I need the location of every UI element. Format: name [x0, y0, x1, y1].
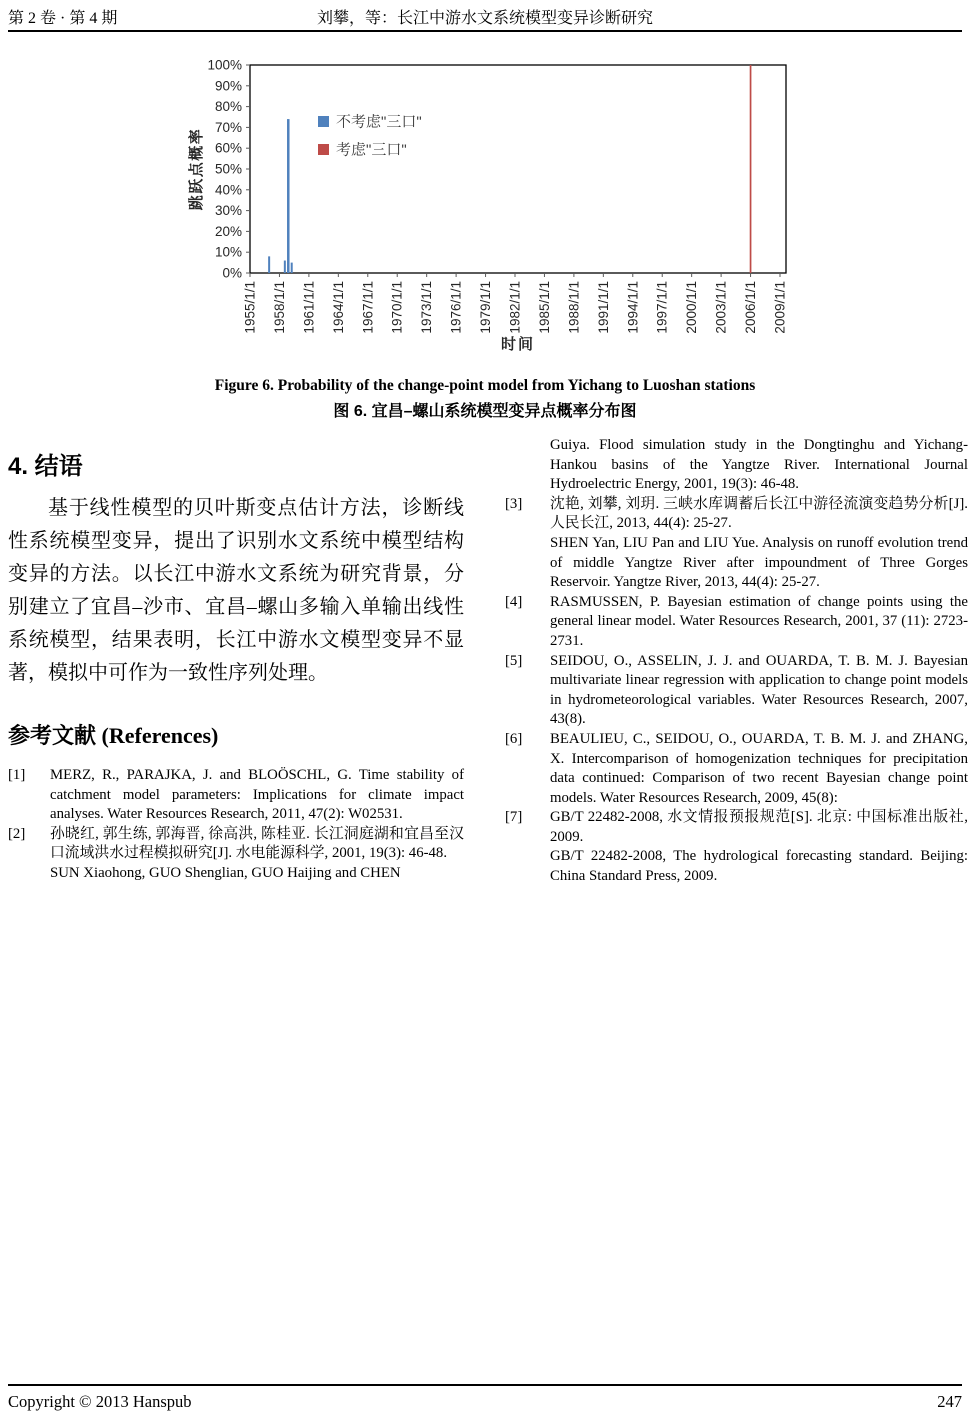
reference-item [505, 808, 968, 886]
page-number: 247 [937, 1392, 962, 1411]
x-tick-label: 1964/1/1 [330, 281, 346, 334]
x-tick-label: 1988/1/1 [566, 281, 582, 334]
figure-caption-en: Figure 6. Probability of the change-point model from Yichang to Luoshan stations [214, 377, 756, 394]
y-tick-label: 100% [207, 57, 242, 73]
plot-border [250, 65, 786, 273]
reference-item [8, 825, 464, 884]
reference-number: [4] [505, 593, 523, 610]
left-column [8, 438, 464, 884]
x-tick-label: 1970/1/1 [389, 281, 405, 334]
x-tick-label: 1976/1/1 [448, 281, 464, 334]
y-axis-title: 跳跃点概率 [188, 127, 205, 211]
references-heading [8, 722, 464, 750]
reference-text: Guiya. Flood simulation study in the Dongtinghu and Yichang-Hankou basins of the Yangtze River. International Journal Hydroelectric Energy, 2001, 19(3): 46-48. [550, 437, 968, 493]
section-heading-conclusion: 4. 结语 [8, 453, 83, 480]
y-tick-label: 60% [214, 140, 242, 156]
data-spike [750, 65, 752, 273]
footer-rule [8, 1384, 962, 1386]
reference-number [505, 436, 550, 495]
reference-item [8, 766, 464, 825]
x-axis-title: 时间 [500, 336, 536, 353]
x-tick-label: 1958/1/1 [271, 281, 287, 334]
reference-number: [6] [505, 730, 523, 747]
y-tick-label: 50% [214, 161, 242, 177]
y-tick-label: 0% [222, 265, 242, 281]
reference-number: [2] [8, 825, 26, 842]
y-tick-label: 90% [214, 78, 242, 94]
reference-text: 孙晓红, 郭生练, 郭海晋, 徐高洪, 陈桂亚. 长江洞庭湖和宜昌至汉口流域洪水过程模拟研究[J]. 水电能源科学, 2001, 19(3): 46-48. [50, 825, 464, 862]
data-spike [284, 261, 286, 273]
reference-number: [3] [505, 495, 523, 512]
y-tick-label: 30% [214, 203, 242, 219]
reference-text: GB/T 22482-2008, 水文情报预报规范[S]. 北京: 中国标准出版社, 2009. [550, 809, 968, 845]
data-spike [268, 256, 270, 273]
reference-text: MERZ, R., PARAJKA, J. and BLOÖSCHL, G. Time stability of catchment model parameters: Implications for climate impact analyses. Water Resources Research, 2011, 47(2): W02531. [50, 767, 464, 823]
figure-caption-zh: 图 6. 宜昌–螺山系统模型变异点概率分布图 [333, 403, 637, 420]
y-tick-label: 40% [214, 182, 242, 198]
x-tick-label: 1967/1/1 [360, 281, 376, 334]
reference-text: SHEN Yan, LIU Pan and LIU Yue. Analysis on runoff evolution trend of middle Yangtze River after impoundment of Three Gorges Reservoir. Yangtze River, 2013, 44(4): 25-27. [550, 534, 968, 591]
x-tick-label: 1982/1/1 [507, 281, 523, 334]
reference-text: SUN Xiaohong, GUO Shenglian, GUO Haijing and CHEN [50, 864, 401, 881]
x-tick-label: 2000/1/1 [684, 281, 700, 334]
legend-label: 考虑"三口" [336, 141, 407, 159]
figure6-chart [183, 52, 808, 367]
y-tick-label: 10% [214, 244, 242, 260]
x-tick-label: 1994/1/1 [625, 281, 641, 334]
x-tick-label: 1973/1/1 [419, 281, 435, 334]
reference-text: GB/T 22482-2008, The hydrological forecasting standard. Beijing: China Standard Press, 2009. [550, 848, 968, 885]
reference-item [505, 652, 968, 730]
reference-item [505, 593, 968, 652]
reference-text: 沈艳, 刘攀, 刘玥. 三峡水库调蓄后长江中游径流演变趋势分析[J]. 人民长江, 2013, 44(4): 25-27. [550, 495, 968, 532]
x-tick-label: 2009/1/1 [772, 281, 788, 334]
reference-text: BEAULIEU, C., SEIDOU, O., OUARDA, T. B. M. J. and ZHANG, X. Intercomparison of homogenization techniques for precipitation data continued: Comparison of two recent Bayesian change point models. Water Resources Research, 2009, 45(8): [550, 730, 968, 806]
reference-item [505, 730, 968, 808]
copyright-text: Copyright © 2013 Hanspub [8, 1392, 192, 1411]
x-tick-label: 1997/1/1 [654, 281, 670, 334]
x-tick-label: 1991/1/1 [595, 281, 611, 334]
reference-number: [1] [8, 767, 26, 783]
reference-item [505, 495, 968, 593]
conclusion-paragraph: 基于线性模型的贝叶斯变点估计方法，诊断线性系统模型变异，提出了识别水文系统中模型结构变异的方法。以长江中游水文系统为研究背景，分别建立了宜昌–沙市、宜昌–螺山多输入单输出线性系统模型，结果表明，长江中游水文模型变异不显著，模拟中可作为一致性序列处理。 [8, 497, 464, 684]
x-tick-label: 1955/1/1 [242, 281, 258, 334]
references-heading-en: (References) [96, 723, 219, 748]
header-rule [8, 30, 962, 32]
running-title: 刘攀，等：长江中游水文系统模型变异诊断研究 [316, 10, 653, 27]
x-tick-label: 2003/1/1 [713, 281, 729, 334]
data-spike [291, 263, 293, 273]
x-tick-label: 1961/1/1 [301, 281, 317, 334]
x-tick-label: 1979/1/1 [478, 281, 494, 334]
y-tick-label: 70% [214, 119, 242, 135]
reference-number: [5] [505, 652, 523, 669]
legend-label: 不考虑"三口" [336, 113, 422, 131]
y-tick-label: 80% [214, 99, 242, 115]
references-list-right [505, 436, 968, 887]
reference-item [505, 436, 968, 495]
data-spike [287, 119, 290, 273]
legend-swatch [318, 116, 329, 127]
right-column [505, 436, 968, 887]
chart-svg [183, 52, 808, 367]
legend-swatch [318, 144, 329, 155]
references-heading-zh: 参考文献 [8, 723, 97, 748]
reference-text: RASMUSSEN, P. Bayesian estimation of change points using the general linear model. Water Resources Research, 2001, 37 (11): 2723-2731. [550, 593, 968, 649]
references-list-left [8, 766, 464, 884]
reference-number: [7] [505, 809, 523, 826]
journal-issue: 第 2 卷 · 第 4 期 [8, 10, 118, 27]
reference-text: SEIDOU, O., ASSELIN, J. J. and OUARDA, T. B. M. J. Bayesian multivariate linear regression with application to change point models in hydrometeorological variables. Water Resources Research, 2007, 43(8). [550, 652, 968, 728]
y-tick-label: 20% [214, 223, 242, 239]
x-tick-label: 2006/1/1 [743, 281, 759, 334]
x-tick-label: 1985/1/1 [536, 281, 552, 334]
